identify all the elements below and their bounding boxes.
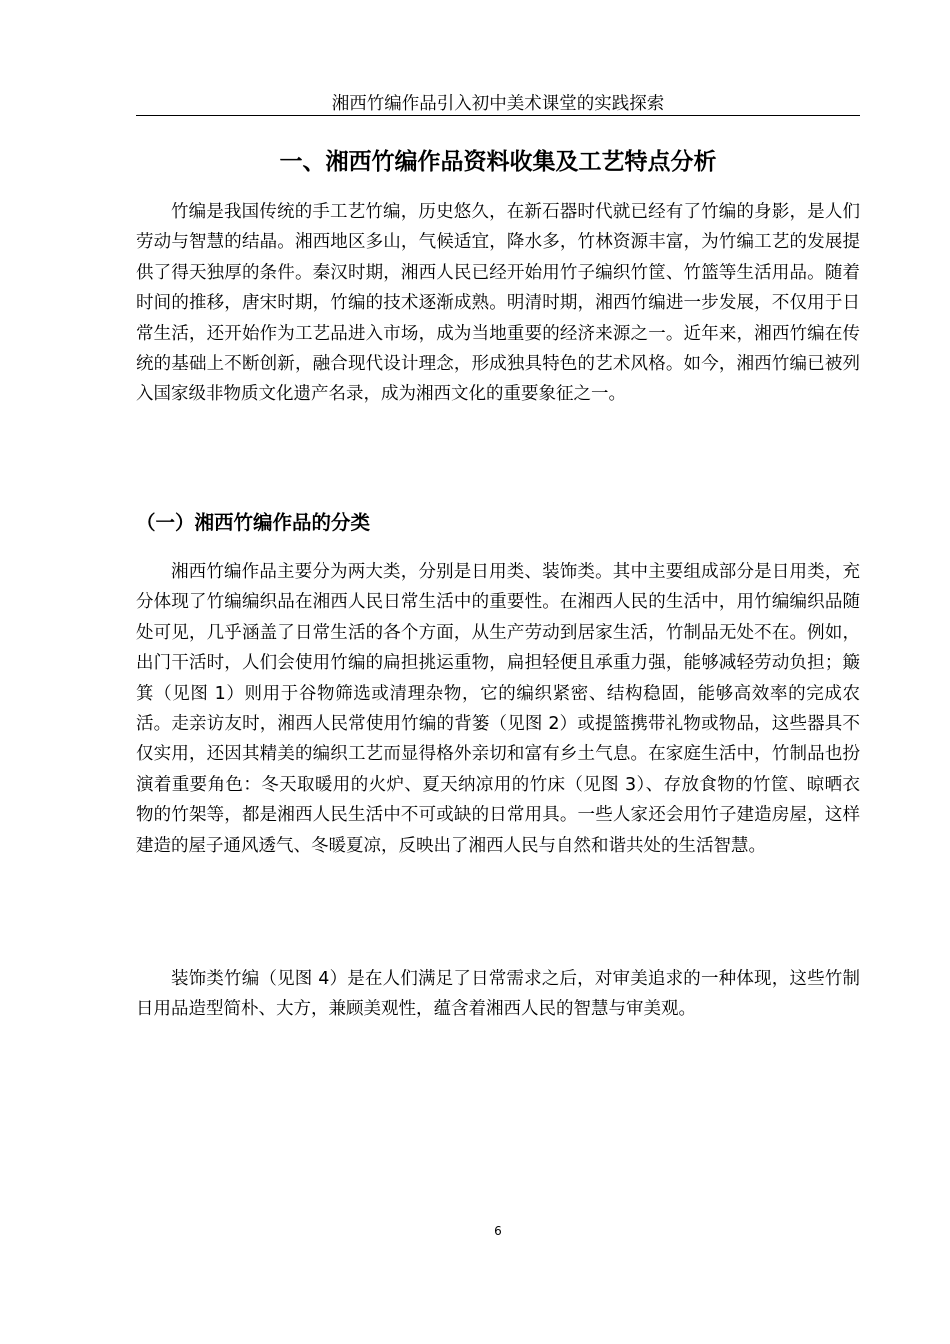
body-paragraph: 装饰类竹编（见图 4）是在人们满足了日常需求之后，对审美追求的一种体现，这些竹制日用品造型简朴、大方，兼顾美观性，蕴含着湘西人民的智慧与审美观。 — [136, 969, 860, 1020]
body-paragraph: 竹编是我国传统的手工艺竹编，历史悠久，在新石器时代就已经有了竹编的身影，是人们劳动与智慧的结晶。湘西地区多山，气候适宜，降水多，竹林资源丰富，为竹编工艺的发展提供了得天独厚的条件。秦汉时期，湘西人民已经开始用竹子编织竹筐、竹篮等生活用品。随着时间的推移，唐宋时期，竹编的技术逐渐成熟。明清时期，湘西竹编进一步发展，不仅用于日常生活，还开始作为工艺品进入市场，成为当地重要的经济来源之一。近年来，湘西竹编在传统的基础上不断创新，融合现代设计理念，形成独具特色的艺术风格。如今，湘西竹编已被列入国家级非物质文化遗产名录，成为湘西文化的重要象征之一。 — [136, 202, 860, 405]
body-paragraph: 湘西竹编作品主要分为两大类，分别是日用类、装饰类。其中主要组成部分是日用类，充分体现了竹编编织品在湘西人民日常生活中的重要性。在湘西人民的生活中，用竹编编织品随处可见，几乎涵盖了日常生活的各个方面，从生产劳动到居家生活，竹制品无处不在。例如，出门干活时，人们会使用竹编的扁担挑运重物，扁担轻便且承重力强，能够减轻劳动负担；簸箕（见图 1）则用于谷物筛选或清理杂物，它的编织紧密、结构稳固，能够高效率的完成农活。走亲访友时，湘西人民常使用竹编的背篓（见图 2）或提篮携带礼物或物品，这些器具不仅实用，还因其精美的编织工艺而显得格外亲切和富有乡土气息。在家庭生活中，竹制品也扮演着重要角色：冬天取暖用的火炉、夏天纳凉用的竹床（见图 3）、存放食物的竹筐、晾晒衣物的竹架等，都是湘西人民生活中不可或缺的日常用具。一些人家还会用竹子建造房屋，这样建造的屋子通风透气、冬暖夏凉，反映出了湘西人民与自然和谐共处的生活智慧。 — [136, 562, 860, 856]
page-number: 6 — [494, 1224, 502, 1238]
running-header: 湘西竹编作品引入初中美术课堂的实践探索 — [331, 94, 665, 114]
section-title: 一、湘西竹编作品资料收集及工艺特点分析 — [279, 149, 717, 175]
subsection-title: （一）湘西竹编作品的分类 — [136, 511, 371, 534]
header-rule — [136, 115, 860, 116]
